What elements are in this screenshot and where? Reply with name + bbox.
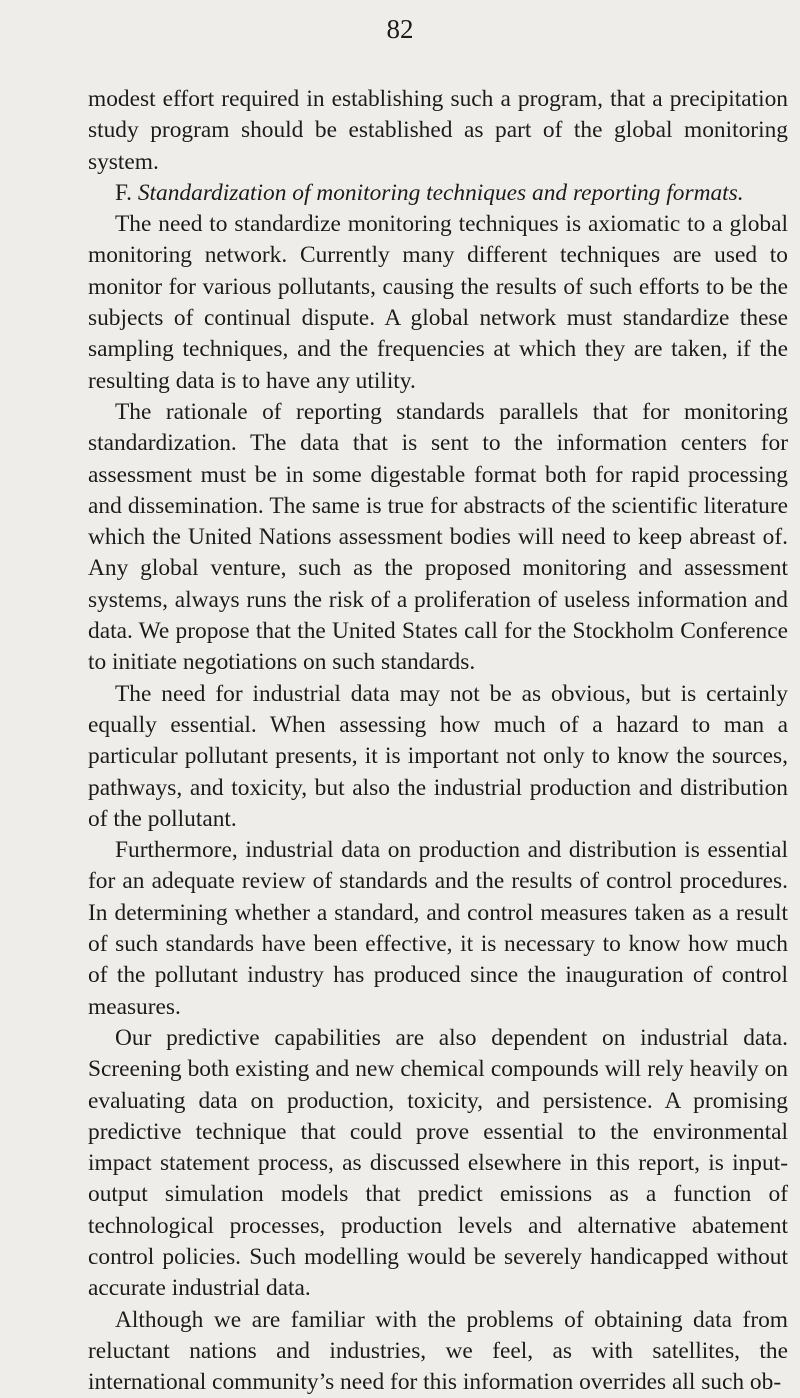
paragraph-review-standards: Furthermore, industrial data on production and distribution is essential for an adequate review of standards and the results of control procedures. In determining whether a standard, and control measures taken as a result of such standards have been effective, it is necessary to know how much of the pollutant industry has produced since the inauguration of control measures. (88, 837, 788, 1020)
continuation-paragraph: modest effort required in establishing such a program, that a precipitation study program should be established as part of the global monitoring system. (88, 86, 788, 175)
paragraph-reporting-standards: The rationale of reporting standards parallels that for monitoring standardization. The data that is sent to the information centers for assessment must be in some digestable format both for rapid processing and dissemination. The same is true for abstracts of the scientific literature which the United Nations assessment bodies will need to keep abreast of. Any global venture, such as the proposed monitoring and assessment systems, always runs the risk of a proliferation of useless information and data. We propose that the United States call for the Stockholm Conference to initiate negotiations on such standards. (88, 398, 788, 676)
body-text (88, 84, 788, 1398)
paragraph-industrial-data: The need for industrial data may not be as obvious, but is certainly equally essential. When assessing how much of a hazard to man a particular pollutant presents, it is important not only to know the sources, pathways, and toxicity, but also the industrial production and distribution of the pollutant. (88, 680, 788, 832)
section-title: Standardization of monitoring techniques and reporting formats. (137, 179, 744, 206)
section-heading (88, 178, 788, 209)
paragraph-standardize-techniques: The need to standardize monitoring techniques is axiomatic to a global monitoring network. Currently many different techniques are used to monitor for various pollutants, causing the results of such efforts to be the subjects of continual dispute. A global network must standardize these sampling techniques, and the frequencies at which they are taken, if the resulting data is to have any utility. (88, 211, 788, 394)
section-label: F. (115, 179, 132, 206)
paragraph-reluctant-nations: Although we are familiar with the problems of obtaining data from reluctant nations and industries, we feel, as with satellites, the international community’s need for this information overrides all such ob- (88, 1306, 788, 1396)
page-number: 82 (386, 14, 414, 44)
paragraph-predictive-capabilities: Our predictive capabilities are also dependent on industrial data. Screening both existing and new chemical compounds will rely heavily on evaluating data on production, toxicity, and persistence. A promising predictive technique that could prove essential to the environmental impact statement process, as discussed elsewhere in this report, is input-output simulation models that predict emissions as a function of technological processes, production levels and alternative abatement control policies. Such modelling would be severely handicapped without accurate industrial data. (88, 1024, 788, 1302)
